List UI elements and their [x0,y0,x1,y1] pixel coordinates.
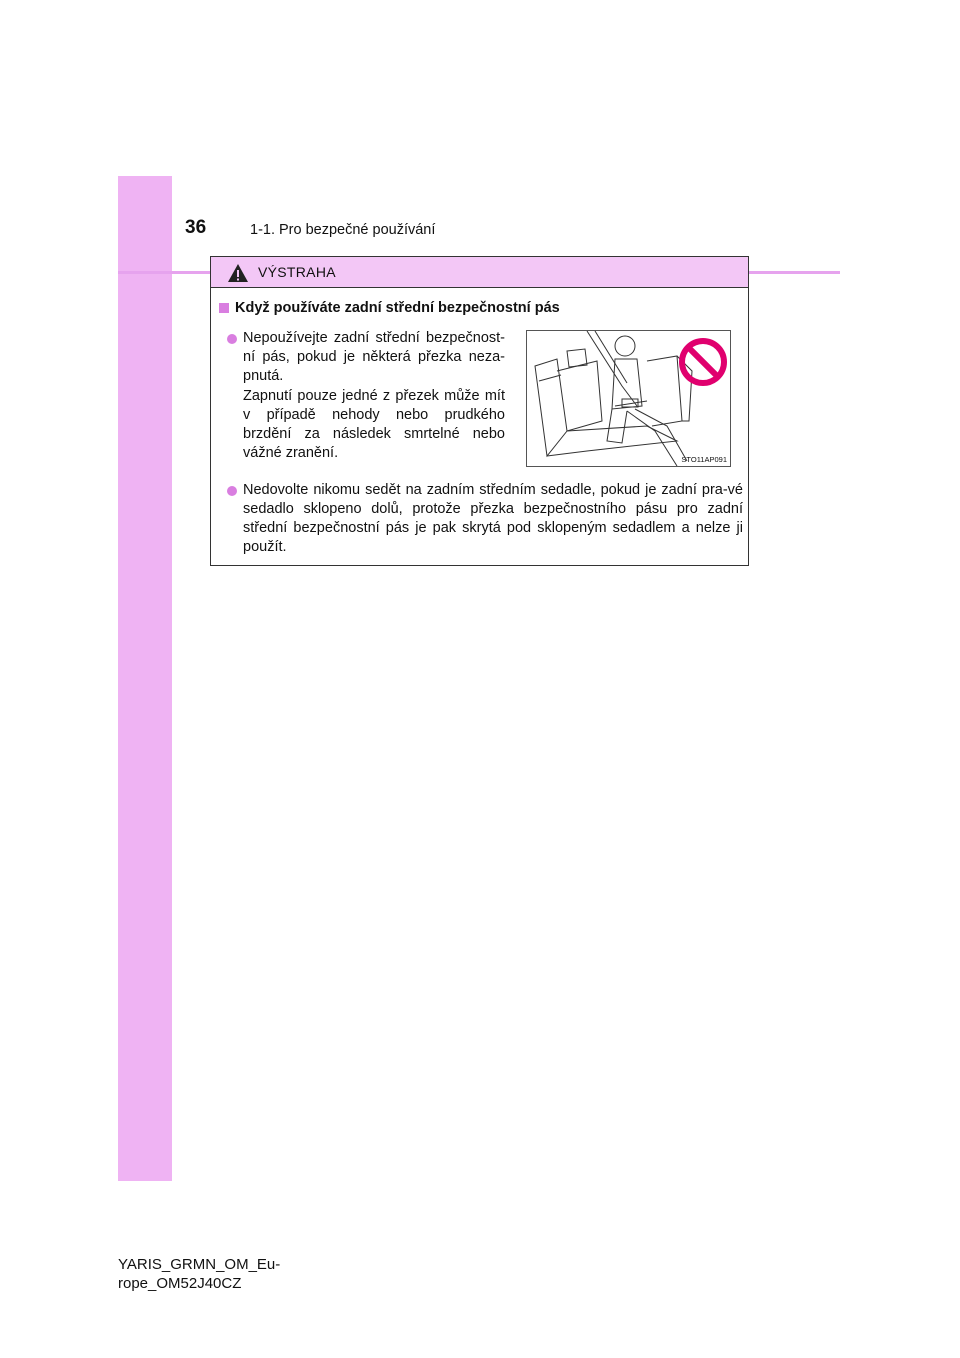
footer-line-2: rope_OM52J40CZ [118,1275,242,1292]
item1-text: Nepoužívejte zadní střední bezpečnost-ní pás, pokud je některá přezka neza-pnutá. [243,330,505,384]
prohibition-icon [677,336,729,388]
warning-label: VÝSTRAHA [258,264,336,280]
warning-triangle-icon [227,263,249,283]
footer-line-1: YARIS_GRMN_OM_Eu- [118,1256,281,1273]
item2-text: Nedovolte nikomu sedět na zadním středním sedadle, pokud je zadní pra-vé sedadlo sklopeno dolů, protože přezka bezpečnostního pásu pro zadní střední bezpečnostní pás je pak skrytá pod sklopeným sedadlem a nelze ji použít. [243,482,743,555]
page-number: 36 [185,217,207,238]
warning-header [211,257,748,288]
side-color-band [118,176,172,1181]
bullet-dot-icon [227,334,237,344]
warning-box [210,256,749,566]
section-title: 1-1. Pro bezpečné používání [250,222,436,238]
square-bullet-icon [219,303,229,313]
warning-subheading [219,300,560,316]
item1-detail: Zapnutí pouze jedné z přezek může mít v případě nehody nebo prudkého brzdění za následek smrtelné nebo vážné zranění. [243,388,505,461]
subheading-text: Když používáte zadní střední bezpečnostní pás [235,300,560,316]
bullet-dot-icon [227,486,237,496]
illustration-code: STO11AP091 [681,455,727,464]
document-footer [118,1255,280,1293]
seatbelt-illustration [526,330,731,467]
